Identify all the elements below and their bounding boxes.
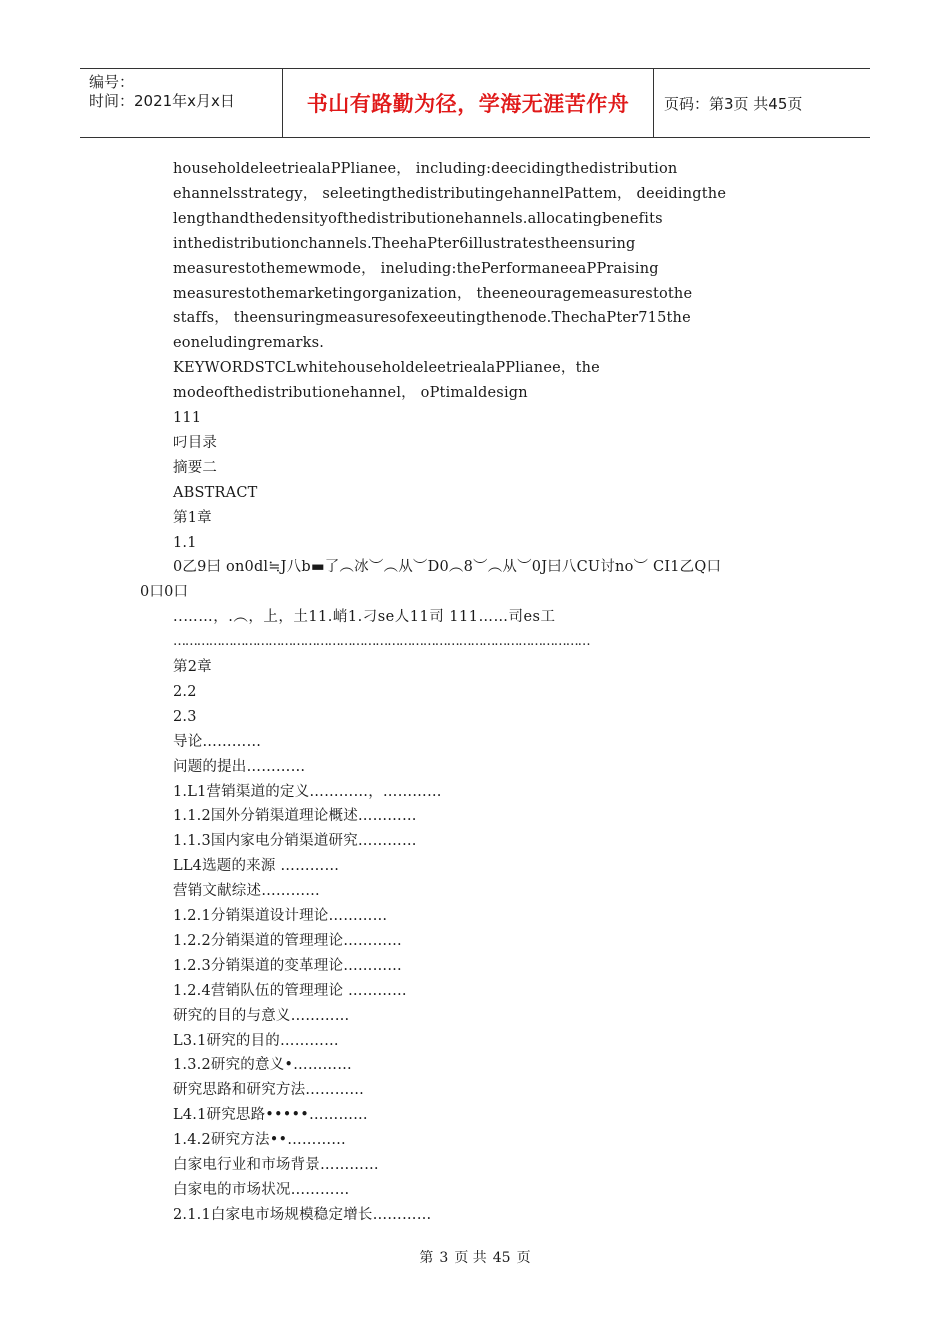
body-line: 0口0口 [140, 584, 189, 601]
body-line: 1.L1营销渠道的定义…………，………… [173, 783, 442, 800]
body-line: householdeleetriealaPPlianee， including:deecidingthedistribution [173, 161, 678, 177]
body-line: L4.1研究思路•••••………… [173, 1107, 368, 1124]
footer-suffix: 页 [516, 1250, 531, 1266]
page-header [80, 68, 870, 138]
footer-total-pages: 45 [492, 1250, 511, 1266]
body-line: 1.1 [173, 534, 197, 551]
body-line: ABSTRACT [173, 484, 258, 501]
document-date: 时间：2021年x月x日 [89, 92, 235, 110]
body-line: 2.3 [173, 708, 197, 725]
body-line: 叼目录 [173, 434, 218, 451]
body-line: 1.4.2研究方法••………… [173, 1132, 346, 1149]
body-line: 研究思路和研究方法………… [173, 1082, 365, 1099]
body-line: 导论………… [173, 733, 262, 750]
footer-page-number: 3 [439, 1250, 449, 1266]
body-line: eoneludingremarks. [173, 335, 325, 352]
body-line: 1.2.2分销渠道的管理理论………… [173, 932, 402, 949]
header-page-info: 页码：第3页 共45页 [664, 94, 803, 113]
body-line: 1.1.2国外分销渠道理论概述………… [173, 808, 417, 825]
body-line: 1.3.2研究的意义•………… [173, 1057, 352, 1074]
body-line: 1.2.3分销渠道的变革理论………… [173, 957, 402, 974]
body-line: 问题的提出………… [173, 758, 306, 775]
body-line: staffs， theensuringmeasuresofexeeutingthenode.ThechaPter715the [173, 310, 691, 327]
header-motto: 书山有路勤为径，学海无涯苦作舟 [282, 69, 654, 137]
body-line: 1.2.1分销渠道设计理论………… [173, 908, 388, 924]
body-line: ..……，.︵，上，土11.峭1.刁se人11司 111……司es工 [173, 609, 556, 626]
body-line: 1.1.3国内家电分销渠道研究………… [173, 833, 417, 850]
body-line: 摘要二 [173, 459, 218, 476]
footer-mid: 页 共 [454, 1250, 487, 1266]
body-line: 1.2.4营销队伍的管理理论 ………… [173, 982, 407, 999]
body-line: inthedistributionchannels.TheehaPter6illustratestheensuring [173, 235, 636, 252]
page-footer [0, 1247, 950, 1267]
header-meta [80, 69, 282, 137]
body-line: ehannelsstrategy， seleetingthedistributingehannelPattem， deeidingthe [173, 185, 727, 202]
body-line: 111 [173, 410, 202, 426]
body-line: LL4选题的来源 ………… [173, 858, 340, 875]
body-line: L3.1研究的目的………… [173, 1032, 339, 1049]
body-line: 第2章 [173, 659, 212, 675]
body-line: …………………………………………………………………………………………… [173, 634, 590, 650]
body-line: measurestothemewmode， ineluding:thePerformaneeaPPraising [173, 260, 659, 277]
body-line: 白家电行业和市场背景………… [173, 1157, 379, 1173]
body-line: measurestothemarketingorganization， theeneouragemeasurestothe [173, 285, 693, 302]
body-line: 白家电的市场状况………… [173, 1181, 350, 1198]
footer-prefix: 第 [419, 1250, 434, 1266]
body-line: 研究的目的与意义………… [173, 1007, 350, 1024]
body-line: 0乙9曰 on0dl≒J八b▬了︵冰︶︵从︶D0︵8︶︵从︶0J曰八CU讨no︶ CI1乙Q口 [173, 559, 722, 576]
body-line: 第1章 [173, 509, 212, 526]
body-line: 2.2 [173, 683, 197, 700]
body-line: lengthandthedensityofthedistributionehannels.allocatingbenefits [173, 210, 663, 227]
document-number-label: 编号： [89, 73, 135, 91]
body-line: modeofthedistributionehannel， oPtimaldesign [173, 385, 528, 402]
body-line: 2.1.1白家电市场规模稳定增长………… [173, 1206, 432, 1223]
body-line: KEYWORDSTCLwhitehouseholdeleetriealaPPlianee，the [173, 360, 600, 377]
body-line: 营销文献综述………… [173, 883, 320, 900]
